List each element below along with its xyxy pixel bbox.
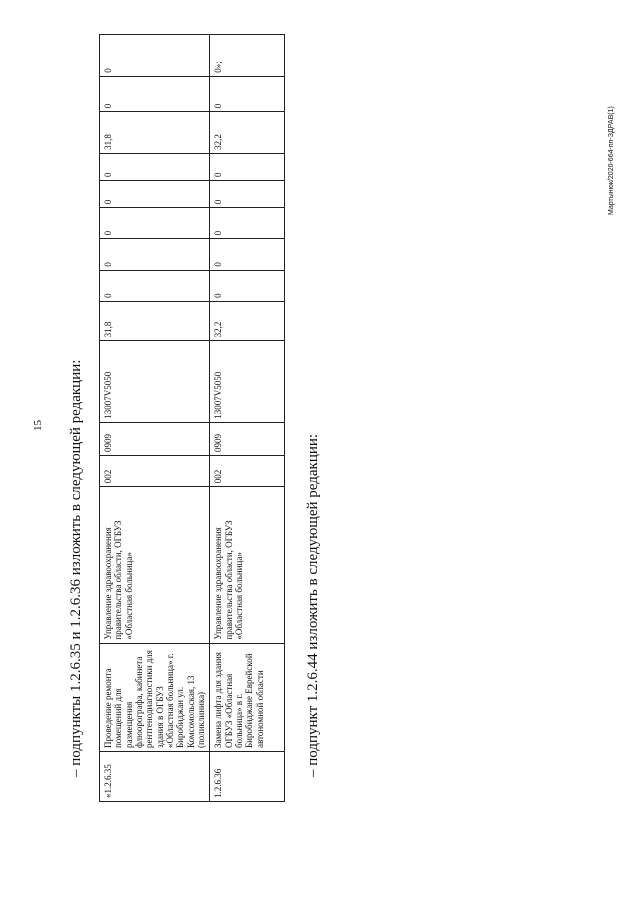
budget-table (99, 34, 285, 802)
cell-year2: 0 (100, 239, 210, 270)
cell-event: Проведение ремонта помещений для размещения флюорографа, кабинета рентгенодиагностики для здания в ОГБУЗ «Областная больница» г. Биробиджан ул. Комсомольская, 13 (поликлиника) (100, 643, 210, 751)
document-code: Мартынюк/2020-664-пп-ЗДРАВ(1) (608, 106, 615, 215)
cell-year6: 32,2 (210, 112, 285, 154)
cell-year3: 0 (210, 208, 285, 239)
cell-year5: 0 (210, 153, 285, 180)
cell-num: 1.2.6.36 (210, 751, 285, 801)
cell-year7: 0 (100, 76, 210, 111)
cell-total: 32,2 (210, 301, 285, 341)
cell-year8: 0»; (210, 35, 285, 77)
cell-rzpr: 0909 (100, 422, 210, 455)
cell-year4: 0 (100, 180, 210, 207)
amendment-heading-1: – подпункты 1.2.6.35 и 1.2.6.36 изложить в следующей редакции: (68, 359, 84, 777)
cell-year3: 0 (100, 208, 210, 239)
cell-total: 31,8 (100, 301, 210, 341)
amendment-heading-2: – подпункт 1.2.6.44 изложить в следующей редакции: (305, 433, 321, 777)
table-row (100, 35, 210, 802)
cell-year1: 0 (100, 270, 210, 301)
cell-csr: 13007V5050 (100, 341, 210, 422)
cell-rzpr: 0909 (210, 422, 285, 455)
cell-executor: Управление здравоохранения правительства области, ОГБУЗ «Областная больница» (100, 487, 210, 643)
cell-year8: 0 (100, 35, 210, 77)
cell-year6: 31,8 (100, 112, 210, 154)
cell-year1: 0 (210, 270, 285, 301)
page-number: 15 (32, 420, 44, 431)
cell-executor: Управление здравоохранения правительства области, ОГБУЗ «Областная больница» (210, 487, 285, 643)
cell-grbs: 002 (210, 456, 285, 487)
cell-year2: 0 (210, 239, 285, 270)
cell-year4: 0 (210, 180, 285, 207)
cell-csr: 13007V5050 (210, 341, 285, 422)
cell-event: Замена лифта для здания ОГБУЗ «Областная больница» в г. Биробиджане Еврейской автономной области (210, 643, 285, 751)
cell-num: «1.2.6.35 (100, 751, 210, 801)
cell-grbs: 002 (100, 456, 210, 487)
cell-year7: 0 (210, 76, 285, 111)
table-row (210, 35, 285, 802)
cell-year5: 0 (100, 153, 210, 180)
